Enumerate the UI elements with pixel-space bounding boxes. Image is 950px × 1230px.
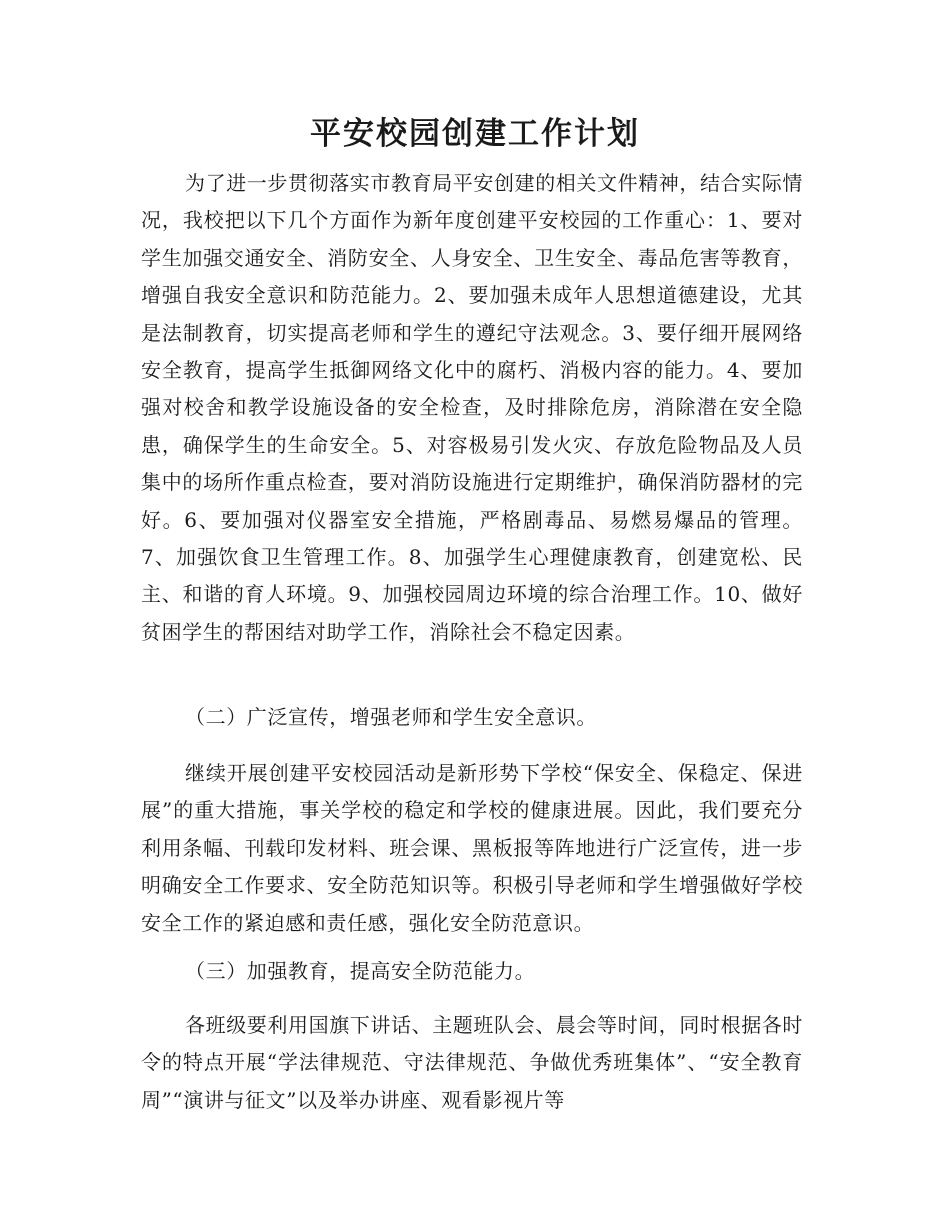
section-3-paragraph: 各班级要利用国旗下讲话、主题班队会、晨会等时间，同时根据各时令的特点开展“学法律规范、守法律规范、争做优秀班集体”、“安全教育周”“演讲与征文”以及举办讲座、观看影视片等 [141,1013,803,1112]
section-2-paragraph: 继续开展创建平安校园活动是新形势下学校“保安全、保稳定、保进展”的重大措施，事关学校的稳定和学校的健康进展。因此，我们要充分利用条幅、刊载印发材料、班会课、黑板报等阵地进行广泛宣传，进一步明确安全工作要求、安全防范知识等。积极引导老师和学生增强做好学校安全工作的紧迫感和责任感，强化安全防范意识。 [141,761,803,935]
document-title: 平安校园创建工作计划 [310,116,640,152]
section-heading-3: （三）加强教育，提高安全防范能力。 [185,959,536,983]
intro-paragraph: 为了进一步贯彻落实市教育局平安创建的相关文件精神，结合实际情况，我校把以下几个方面作为新年度创建平安校园的工作重心：1、要对学生加强交通安全、消防安全、人身安全、卫生安全、毒品危害等教育，增强自我安全意识和防范能力。2、要加强未成年人思想道德建设，尤其是法制教育，切实提高老师和学生的遵纪守法观念。3、要仔细开展网络安全教育，提高学生抵御网络文化中的腐朽、消极内容的能力。4、要加强对校舍和教学设施设备的安全检查，及时排除危房，消除潜在安全隐患，确保学生的生命安全。5、对容极易引发火灾、存放危险物品及人员集中的场所作重点检查，要对消防设施进行定期维护，确保消防器材的完好。6、要加强对仪器室安全措施，严格剧毒品、易燃易爆品的管理。7、加强饮食卫生管理工作。8、加强学生心理健康教育，创建宽松、民主、和谐的育人环境。9、加强校园周边环境的综合治理工作。10、做好贫困学生的帮困结对助学工作，消除社会不稳定因素。 [141,171,803,644]
section-heading-2: （二）广泛宣传，增强老师和学生安全意识。 [185,705,597,729]
